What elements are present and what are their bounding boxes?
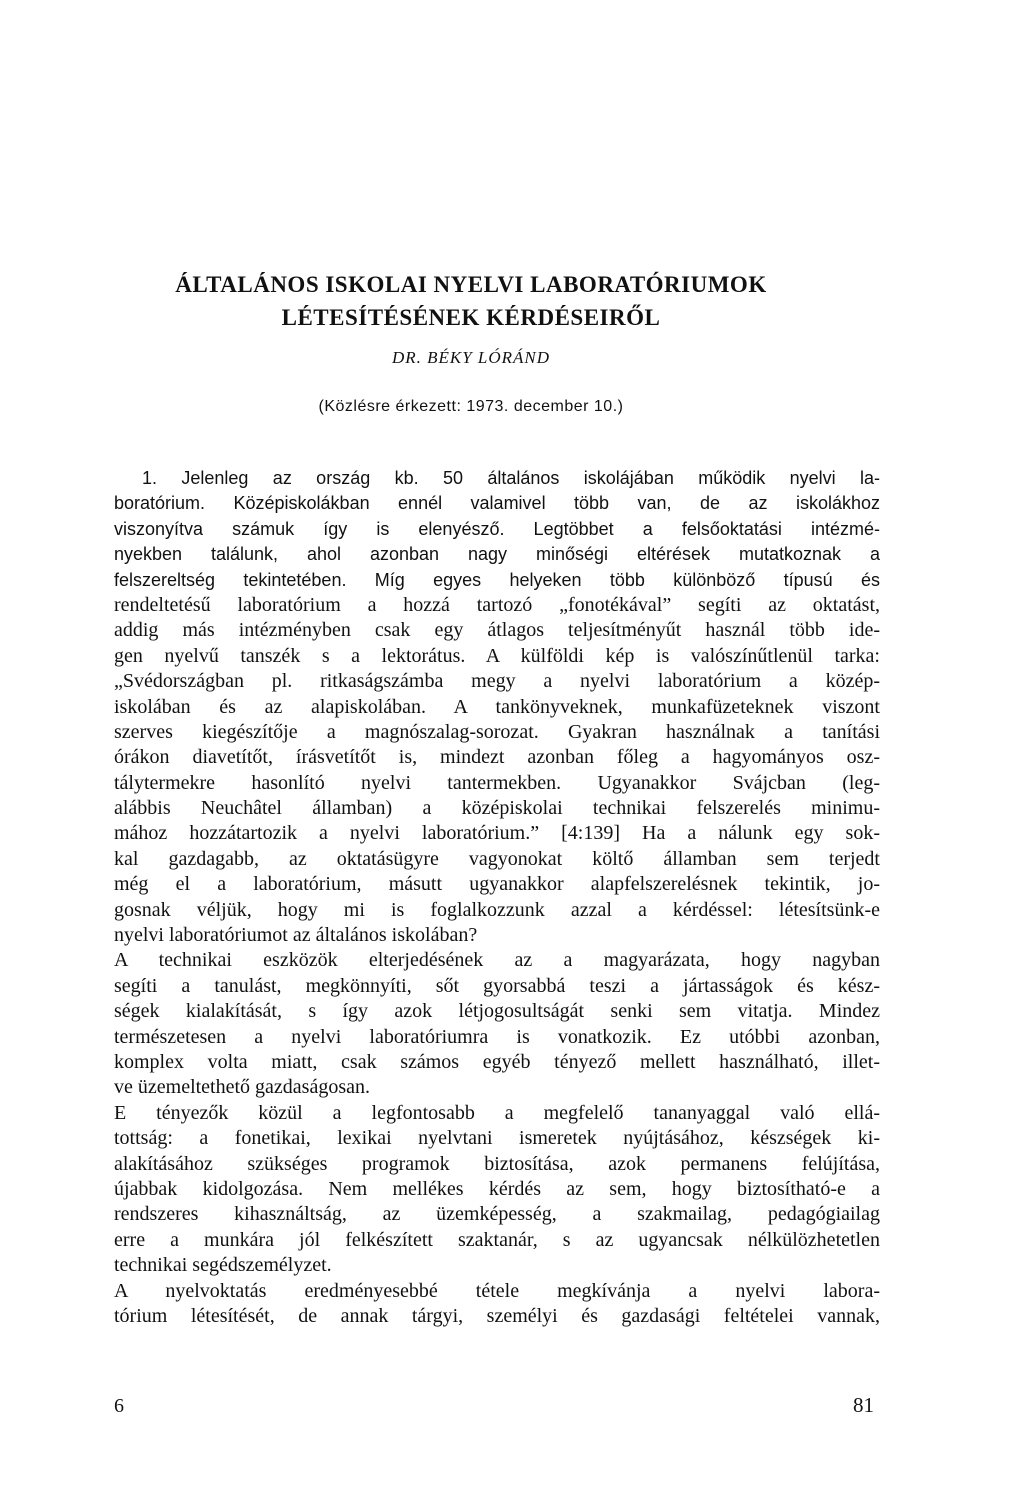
body-line: alakításához szükséges programok biztosítása, azok permanens felújítása,	[114, 1152, 880, 1175]
body-line: boratórium. Középiskolákban ennél valamivel több van, de az iskolákhoz	[114, 493, 880, 514]
article-body	[114, 466, 880, 1329]
body-line: erre a munkára jól felkészített szaktanár, s az ugyancsak nélkülözhetetlen	[114, 1228, 880, 1251]
body-line: viszonyítva számuk így is elenyésző. Legtöbbet a felsőoktatási intézmé-	[114, 518, 880, 539]
body-line: komplex volta miatt, csak számos egyéb tényező mellett használható, illet-	[114, 1050, 880, 1073]
body-line: órákon diavetítőt, írásvetítőt is, mindezt azonban főleg a hagyományos osz-	[114, 746, 880, 769]
body-line: tottság: a fonetikai, lexikai nyelvtani ismeretek nyújtásához, készségek ki-	[114, 1127, 880, 1150]
body-line: természetesen a nyelvi laboratóriumra is vonatkozik. Ez utóbbi azonban,	[114, 1025, 880, 1048]
body-line: E tényezők közül a legfontosabb a megfelelő tananyaggal való ellá-	[114, 1101, 880, 1124]
body-line: „Svédországban pl. ritkaságszámba megy a nyelvi laboratórium a közép-	[114, 670, 880, 693]
body-line: szerves kiegészítője a magnószalag-sorozat. Gyakran használnak a tanítási	[114, 720, 880, 743]
body-line: gen nyelvű tanszék s a lektorátus. A külföldi kép is valószínűtlenül tarka:	[114, 644, 880, 667]
body-line: tálytermekre hasonlító nyelvi tantermekben. Ugyanakkor Svájcban (leg-	[114, 771, 880, 794]
author-name: DR. BÉKY LÓRÁND	[391, 348, 551, 367]
body-line: kal gazdagabb, az oktatásügyre vagyonokat költő államban sem terjedt	[114, 847, 880, 870]
body-line: tórium létesítését, de annak tárgyi, személyi és gazdasági feltételei vannak,	[114, 1304, 880, 1327]
body-line: 1. Jelenleg az ország kb. 50 általános iskolájában működik nyelvi la-	[142, 468, 880, 488]
body-line: A technikai eszközök elterjedésének az a magyarázata, hogy nagyban	[114, 949, 880, 972]
body-line: gosnak véljük, hogy mi is foglalkozzunk azzal a kérdéssel: létesítsünk-e	[114, 898, 880, 921]
body-line: rendszeres kihasználtság, az üzemképesség, a szakmailag, pedagógiailag	[114, 1203, 880, 1226]
page-number: 81	[853, 1393, 874, 1417]
body-line: A nyelvoktatás eredményesebbé tétele megkívánja a nyelvi labora-	[114, 1279, 880, 1302]
body-line: iskolában és az alapiskolában. A tankönyveknek, munkafüzeteknek viszont	[114, 695, 880, 718]
body-line: még el a laboratórium, másutt ugyanakkor alapfelszerelésnek tekintik, jo-	[114, 873, 880, 896]
received-date: (Közlésre érkezett: 1973. december 10.)	[318, 398, 624, 415]
body-line: ve üzemeltethető gazdaságosan.	[114, 1076, 370, 1099]
body-line: nyekben találunk, ahol azonban nagy minőségi eltérések mutatkoznak a	[114, 544, 880, 565]
body-line: rendeltetésű laboratórium a hozzá tartozó „fonotékával” segíti az oktatást,	[114, 593, 880, 616]
signature-mark: 6	[114, 1395, 124, 1417]
body-line: alábbis Neuchâtel államban) a középiskolai technikai felszerelés minimu-	[114, 797, 880, 820]
article-title-line-1: ÁLTALÁNOS ISKOLAI NYELVI LABORATÓRIUMOK	[175, 272, 767, 297]
body-line: segíti a tanulást, megkönnyíti, sőt gyorsabbá teszi a jártasságok és kész-	[114, 974, 880, 997]
body-line: addig más intézményben csak egy átlagos teljesítményűt használ több ide-	[114, 619, 880, 642]
body-line: ségek kialakítását, s így azok létjogosultságát senki sem vitatja. Mindez	[114, 1000, 880, 1023]
body-line: újabbak kidolgozása. Nem mellékes kérdés az sem, hogy biztosítható-e a	[114, 1177, 880, 1200]
article-title-line-2: LÉTESÍTÉSÉNEK KÉRDÉSEIRŐL	[281, 305, 661, 330]
body-line: mához hozzátartozik a nyelvi laboratórium.” [4:139] Ha a nálunk egy sok-	[114, 822, 880, 845]
body-line: nyelvi laboratóriumot az általános iskolában?	[114, 924, 478, 947]
body-line: technikai segédszemélyzet.	[114, 1254, 332, 1277]
body-line: felszereltség tekintetében. Míg egyes helyeken több különböző típusú és	[114, 569, 880, 590]
